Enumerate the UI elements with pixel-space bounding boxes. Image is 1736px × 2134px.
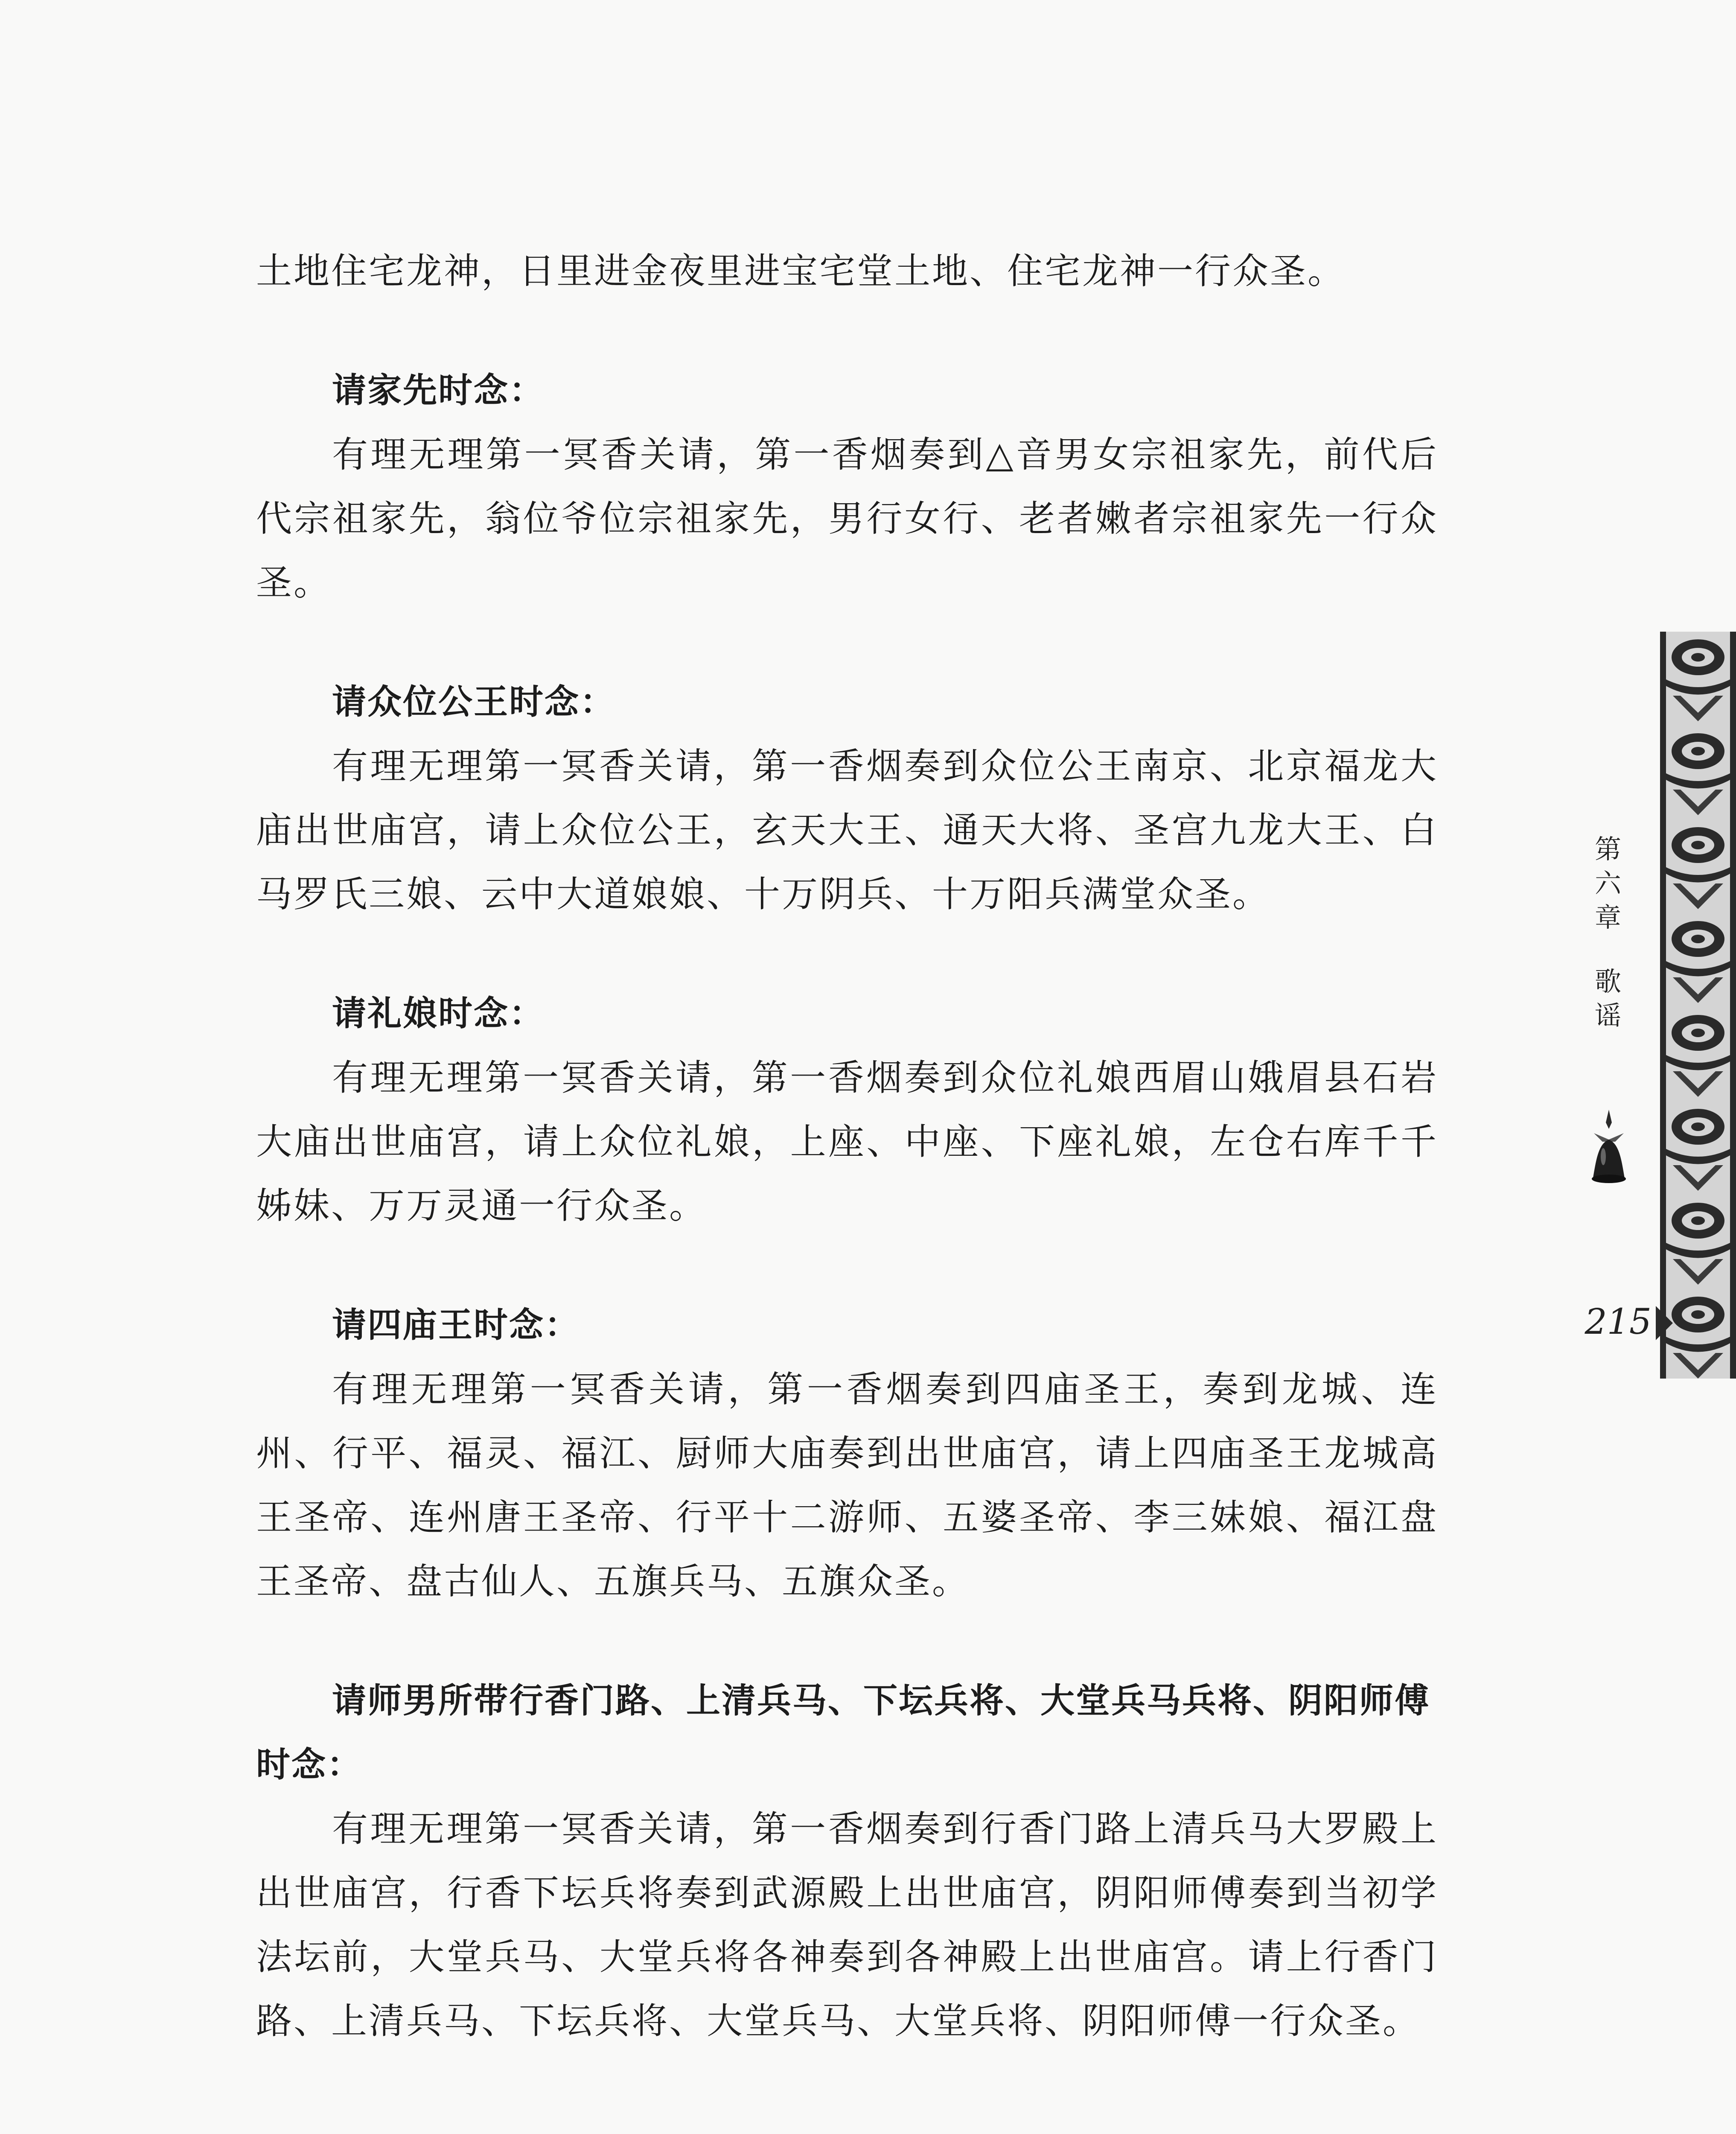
section-body: 有理无理第一冥香关请，第一香烟奏到四庙圣王，奏到龙城、连州、行平、福灵、福江、厨师大庙奏到出世庙宫，请上四庙圣王龙城高王圣帝、连州唐王圣帝、行平十二游师、五婆圣帝、李三妹娘、福江盘王圣帝、盘古仙人、五旗兵马、五旗众圣。 — [256, 1368, 1438, 1602]
opening-paragraph: 土地住宅龙神，日里进金夜里进宝宅堂土地、住宅龙神一行众圣。 — [256, 250, 1346, 292]
ornament-pattern-icon — [1660, 632, 1736, 1379]
chapter-title — [1582, 965, 1634, 1033]
section-shinan — [256, 1669, 1438, 2053]
section-body: 有理无理第一冥香关请，第一香烟奏到△音男女宗祖家先，前代后代宗祖家先，翁位爷位宗祖家先，男行女行、老者嫩者宗祖家先一行众圣。 — [256, 434, 1438, 603]
section-liniang — [256, 982, 1438, 1238]
chapter-char: 谣 — [1594, 1000, 1621, 1031]
bell-icon — [1585, 1110, 1632, 1191]
section-heading: 请四庙王时念： — [332, 1305, 580, 1345]
section-simiaowang — [256, 1293, 1438, 1613]
section-body: 有理无理第一冥香关请，第一香烟奏到众位公王南京、北京福龙大庙出世庙宫，请上众位公王，玄天大王、通天大将、圣宫九龙大王、白马罗氏三娘、云中大道娘娘、十万阴兵、十万阳兵满堂众圣。 — [256, 745, 1438, 915]
section-heading: 请师男所带行香门路、上清兵马、下坛兵将、大堂兵马兵将、阴阳师傅时念： — [256, 1681, 1430, 1784]
chapter-label — [1582, 832, 1634, 1033]
chapter-number — [1582, 832, 1634, 935]
section-heading: 请众位公王时念： — [332, 682, 615, 722]
section-heading: 请礼娘时念： — [332, 994, 545, 1033]
section-heading: 请家先时念： — [332, 370, 545, 410]
chapter-char: 章 — [1594, 902, 1621, 933]
chapter-char: 第 — [1594, 834, 1621, 865]
page-marker-icon — [1656, 1306, 1673, 1340]
section-gongwang — [256, 670, 1438, 926]
decorative-border — [1660, 632, 1736, 1379]
section-jiaxian — [256, 359, 1438, 615]
main-text — [256, 239, 1438, 2053]
page-number: 215 — [1585, 1302, 1652, 1342]
chapter-char: 六 — [1594, 868, 1621, 899]
section-body: 有理无理第一冥香关请，第一香烟奏到众位礼娘西眉山娥眉县石岩大庙出世庙宫，请上众位礼娘，上座、中座、下座礼娘，左仓右库千千姊妹、万万灵通一行众圣。 — [256, 1057, 1438, 1227]
chapter-char: 歌 — [1594, 966, 1621, 997]
section-body: 有理无理第一冥香关请，第一香烟奏到行香门路上清兵马大罗殿上出世庙宫，行香下坛兵将奏到武源殿上出世庙宫，阴阳师傅奏到当初学法坛前，大堂兵马、大堂兵将各神奏到各神殿上出世庙宫。请上行香门路、上清兵马、下坛兵将、大堂兵马、大堂兵将、阴阳师傅一行众圣。 — [256, 1808, 1438, 2042]
